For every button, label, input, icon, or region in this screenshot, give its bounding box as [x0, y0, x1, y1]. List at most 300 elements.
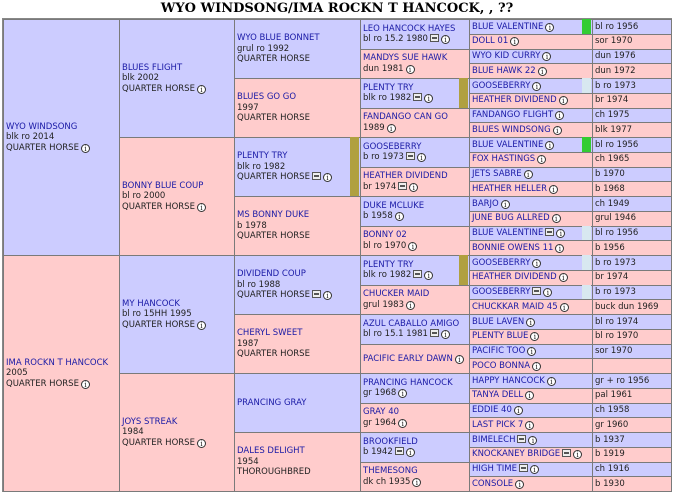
info-icon[interactable]: i — [547, 377, 556, 386]
horse-cell-gen3 — [234, 373, 361, 433]
horse-detail: b 1956 — [595, 242, 625, 253]
photo-icon[interactable] — [312, 172, 321, 180]
pedigree-chart — [2, 18, 672, 492]
horse-cell-gen2 — [119, 373, 235, 492]
horse-name-link[interactable]: WYO BLUE BONNET — [237, 33, 320, 44]
info-icon[interactable]: i — [532, 259, 541, 268]
horse-cell-gen4 — [360, 285, 470, 316]
info-icon[interactable]: i — [552, 214, 561, 223]
horse-cell-gen5 — [469, 476, 593, 492]
horse-name-link[interactable]: HEATHER HELLER i — [472, 184, 590, 195]
horse-name-link[interactable]: PACIFIC EARLY DAWN i — [363, 354, 467, 365]
horse-cell-gen4 — [360, 373, 470, 404]
horse-name-link[interactable]: GOOSEBERRY i — [472, 258, 590, 269]
horse-cell-gen5 — [469, 152, 593, 168]
horse-name-link[interactable]: FANDANGO FLIGHT i — [472, 110, 590, 121]
horse-detail: blk ro 1982 — [237, 161, 286, 172]
horse-detail: br 1974 i — [363, 182, 467, 193]
photo-icon[interactable] — [562, 449, 571, 457]
horse-detail: b 1919 — [595, 449, 625, 460]
horse-cell-gen4 — [360, 344, 470, 375]
horse-breed: QUARTER HORSE — [237, 54, 310, 65]
horse-cell-gen5 — [469, 108, 593, 124]
photo-icon[interactable] — [398, 182, 407, 190]
horse-name-link[interactable]: CHERYL SWEET — [237, 328, 303, 339]
info-icon[interactable]: i — [409, 183, 418, 192]
horse-detail: gr 1964 i — [363, 418, 467, 429]
horse-cell-gen5 — [469, 226, 593, 242]
horse-detail: bl ro 15.2 1980 i — [363, 34, 467, 45]
info-icon[interactable]: i — [424, 94, 433, 103]
horse-detail: gr + ro 1956 — [595, 375, 650, 386]
info-icon[interactable]: i — [323, 291, 332, 300]
horse-detail-cell — [592, 447, 672, 463]
horse-cell-gen1 — [3, 19, 120, 256]
horse-name-link[interactable]: PLENTY TRY — [363, 82, 414, 93]
info-icon[interactable]: i — [501, 200, 510, 209]
photo-icon[interactable] — [545, 228, 554, 236]
info-icon[interactable]: i — [81, 380, 90, 389]
info-icon[interactable]: i — [515, 480, 524, 489]
horse-cell-gen4 — [360, 167, 470, 198]
horse-name-link[interactable]: BLUES WINDSONG i — [472, 125, 590, 136]
horse-name-link[interactable]: BLUE HAWK 22 i — [472, 66, 590, 77]
photo-icon[interactable] — [312, 290, 321, 298]
horse-cell-gen5 — [469, 19, 593, 35]
horse-name-link[interactable]: JOYS STREAK — [122, 416, 178, 427]
horse-detail: b ro 1973 — [595, 80, 636, 91]
horse-name-link[interactable]: DUKE MCLUKE — [363, 200, 425, 211]
horse-detail: 1984 — [122, 427, 144, 438]
photo-icon[interactable] — [413, 270, 422, 278]
horse-detail: 1989 i — [363, 123, 467, 134]
info-icon[interactable]: i — [197, 439, 206, 448]
horse-detail: br 1974 — [595, 272, 629, 283]
horse-cell-gen5 — [469, 344, 593, 360]
horse-detail: 1987 — [237, 338, 259, 349]
info-icon[interactable]: i — [549, 185, 558, 194]
horse-name-link[interactable]: POCO BONNA i — [472, 361, 590, 372]
photo-icon[interactable] — [532, 287, 541, 295]
horse-name-link[interactable]: MY HANCOCK — [122, 298, 180, 309]
info-icon[interactable]: i — [406, 448, 415, 457]
horse-cell-gen5 — [469, 211, 593, 227]
horse-name-link[interactable]: BARJO i — [472, 199, 590, 210]
info-icon[interactable]: i — [398, 389, 407, 398]
horse-cell-gen4 — [360, 226, 470, 257]
horse-name-link[interactable]: HEATHER DIVIDEND i — [472, 272, 590, 283]
photo-icon[interactable] — [395, 447, 404, 455]
info-icon[interactable]: i — [553, 126, 562, 135]
info-icon[interactable]: i — [556, 229, 565, 238]
horse-cell-gen4 — [360, 108, 470, 139]
horse-cell-gen5 — [469, 34, 593, 50]
horse-detail-cell — [592, 167, 672, 183]
horse-name-link[interactable]: JETS SABRE i — [472, 169, 590, 180]
horse-cell-gen4 — [360, 403, 470, 434]
horse-name-link[interactable]: FOX HASTINGS i — [472, 154, 590, 165]
green-marker — [582, 137, 591, 152]
horse-cell-gen5 — [469, 403, 593, 419]
horse-cell-gen5 — [469, 240, 593, 256]
horse-name-link[interactable]: CHUCKKAR MAID 45 i — [472, 302, 590, 313]
horse-cell-gen5 — [469, 167, 593, 183]
horse-cell-gen5 — [469, 388, 593, 404]
info-icon[interactable]: i — [510, 37, 519, 46]
horse-cell-gen3 — [234, 78, 361, 138]
horse-detail: gr 1968 i — [363, 388, 467, 399]
horse-name-link[interactable]: BONNY 02 — [363, 230, 407, 241]
horse-cell-gen5 — [469, 122, 593, 138]
horse-detail: 1997 — [237, 102, 259, 113]
horse-breed: QUARTER HORSE i — [237, 290, 358, 301]
horse-detail-cell — [592, 211, 672, 227]
horse-cell-gen5 — [469, 255, 593, 271]
horse-detail: b 1978 — [237, 220, 267, 231]
horse-name-link[interactable]: BLUE LAVEN i — [472, 317, 590, 328]
horse-detail-cell — [592, 34, 672, 50]
horse-detail: dk ch 1935 i — [363, 477, 467, 488]
horse-detail: sor 1970 — [595, 346, 633, 357]
highlight-marker — [582, 78, 591, 93]
horse-cell-gen3 — [234, 255, 361, 315]
horse-detail-cell — [592, 373, 672, 389]
horse-detail: gr 1960 — [595, 419, 629, 430]
horse-name-link[interactable]: CHUCKER MAID — [363, 289, 430, 300]
horse-cell-gen5 — [469, 447, 593, 463]
info-icon[interactable]: i — [525, 391, 534, 400]
horse-name-link[interactable]: LEO HANCOCK HAYES — [363, 23, 456, 34]
horse-detail: ch 1916 — [595, 464, 630, 475]
horse-detail: grul ro 1992 — [237, 43, 290, 54]
olive-marker — [459, 255, 468, 285]
horse-detail: blk 2002 — [122, 73, 160, 84]
info-icon[interactable]: i — [524, 170, 533, 179]
info-icon[interactable]: i — [537, 155, 546, 164]
horse-detail: bl ro 1956 — [595, 139, 639, 150]
info-icon[interactable]: i — [441, 330, 450, 339]
horse-name-link[interactable]: MANDYS SUE HAWK — [363, 53, 448, 64]
horse-detail-cell — [592, 388, 672, 404]
info-icon[interactable]: i — [412, 478, 421, 487]
horse-name-link[interactable]: HAPPY HANCOCK i — [472, 376, 590, 387]
horse-detail: bl ro 15HH 1995 — [122, 309, 192, 320]
horse-cell-gen5 — [469, 432, 593, 448]
horse-name-link[interactable]: BLUE VALENTINE i — [472, 22, 590, 33]
horse-detail: br 1974 — [595, 95, 629, 106]
horse-name-link[interactable]: BLUES FLIGHT — [122, 62, 183, 73]
info-icon[interactable]: i — [559, 96, 568, 105]
horse-detail: ch 1975 — [595, 110, 630, 121]
horse-name-link[interactable]: LAST PICK 7 i — [472, 420, 590, 431]
horse-name-link[interactable]: THEMESONG — [363, 466, 418, 477]
info-icon[interactable]: i — [197, 203, 206, 212]
info-icon[interactable]: i — [532, 82, 541, 91]
horse-cell-gen5 — [469, 299, 593, 315]
olive-marker — [459, 78, 468, 108]
horse-detail: b 1958 i — [363, 211, 467, 222]
horse-cell-gen5 — [469, 358, 593, 374]
info-icon[interactable]: i — [545, 23, 554, 32]
horse-detail: b 1968 — [595, 183, 625, 194]
photo-icon[interactable] — [517, 435, 526, 443]
horse-name-link[interactable]: HEATHER DIVIDEND — [363, 171, 448, 182]
horse-cell-gen3 — [234, 19, 361, 79]
horse-cell-gen4 — [360, 137, 470, 168]
horse-detail-cell — [592, 403, 672, 419]
horse-detail-cell — [592, 122, 672, 138]
photo-icon[interactable] — [430, 329, 439, 337]
horse-detail: grul 1983 i — [363, 300, 467, 311]
horse-detail: bl ro 1974 — [595, 316, 639, 327]
horse-cell-gen2 — [119, 19, 235, 138]
horse-detail-cell — [592, 137, 672, 153]
horse-cell-gen3 — [234, 196, 361, 256]
horse-breed: QUARTER HORSE i — [122, 438, 232, 449]
horse-detail: blk ro 1982 i — [363, 93, 467, 104]
horse-cell-gen2 — [119, 255, 235, 374]
info-icon[interactable]: i — [573, 450, 582, 459]
horse-breed: QUARTER HORSE i — [122, 320, 232, 331]
horse-name-link[interactable]: PLENTY TRY — [363, 259, 414, 270]
horse-name-link[interactable]: GOOSEBERRY i — [472, 81, 590, 92]
horse-cell-gen5 — [469, 63, 593, 79]
info-icon[interactable]: i — [398, 419, 407, 428]
horse-name-link[interactable]: BLUE VALENTINE i — [472, 140, 590, 151]
horse-detail: b 1942 i — [363, 447, 467, 458]
info-icon[interactable]: i — [197, 321, 206, 330]
info-icon[interactable]: i — [323, 173, 332, 182]
horse-cell-gen5 — [469, 78, 593, 94]
info-icon[interactable]: i — [559, 273, 568, 282]
info-icon[interactable]: i — [417, 153, 426, 162]
horse-detail: b ro 1973 — [595, 287, 636, 298]
horse-name-link[interactable]: BLUE VALENTINE i — [472, 228, 590, 239]
horse-detail: b 1970 — [595, 169, 625, 180]
horse-detail-cell — [592, 108, 672, 124]
horse-name-link[interactable]: JUNE BUG ALLRED i — [472, 213, 590, 224]
info-icon[interactable]: i — [525, 421, 534, 430]
horse-detail: dun 1981 i — [363, 64, 467, 75]
horse-name-link[interactable]: GOOSEBERRY — [363, 141, 422, 152]
horse-cell-gen4 — [360, 462, 470, 493]
photo-icon[interactable] — [413, 93, 422, 101]
horse-name-link[interactable]: TANYA DELL i — [472, 390, 590, 401]
info-icon[interactable]: i — [406, 65, 415, 74]
horse-detail-cell — [592, 476, 672, 492]
horse-detail-cell — [592, 78, 672, 94]
horse-cell-gen4 — [360, 314, 470, 345]
horse-breed: QUARTER HORSE i — [122, 84, 232, 95]
info-icon[interactable]: i — [387, 124, 396, 133]
horse-name-link[interactable]: FANDANGO CAN GO — [363, 112, 448, 123]
info-icon[interactable]: i — [527, 347, 536, 356]
horse-breed: QUARTER HORSE i — [122, 202, 232, 213]
horse-cell-gen4 — [360, 19, 470, 50]
horse-detail-cell — [592, 152, 672, 168]
horse-detail: blk ro 1982 i — [363, 270, 467, 281]
photo-icon[interactable] — [406, 152, 415, 160]
horse-name-link[interactable]: BROOKFIELD — [363, 436, 418, 447]
horse-detail: ch 1958 — [595, 405, 630, 416]
horse-breed: QUARTER HORSE — [237, 231, 310, 242]
horse-detail-cell — [592, 314, 672, 330]
horse-name-link[interactable]: AZUL CABALLO AMIGO — [363, 318, 460, 329]
horse-cell-gen2 — [119, 137, 235, 256]
info-icon[interactable]: i — [555, 244, 564, 253]
horse-detail: sor 1970 — [595, 36, 633, 47]
horse-name-link[interactable]: PLENTY TRY — [237, 151, 288, 162]
horse-cell-gen1 — [3, 255, 120, 492]
horse-name-link[interactable]: DOLL 01 i — [472, 36, 590, 47]
olive-marker — [350, 137, 359, 196]
info-icon[interactable]: i — [542, 52, 551, 61]
horse-cell-gen5 — [469, 181, 593, 197]
horse-name-link[interactable]: MS BONNY DUKE — [237, 210, 310, 221]
info-icon[interactable]: i — [424, 271, 433, 280]
horse-cell-gen3 — [234, 314, 361, 374]
horse-breed: QUARTER HORSE i — [6, 379, 117, 390]
horse-detail: blk ro 2014 — [6, 132, 55, 143]
horse-name-link[interactable]: PRANCING HANCOCK — [363, 377, 453, 388]
horse-detail: b 1937 — [595, 434, 625, 445]
info-icon[interactable]: i — [406, 301, 415, 310]
horse-detail: bl ro 1988 — [237, 279, 281, 290]
horse-detail: 1954 — [237, 456, 259, 467]
info-icon[interactable]: i — [408, 242, 417, 251]
horse-detail: 2005 — [6, 368, 28, 379]
info-icon[interactable]: i — [528, 436, 537, 445]
horse-name-link[interactable]: PACIFIC TOO i — [472, 346, 590, 357]
horse-detail-cell — [592, 285, 672, 301]
horse-name-link[interactable]: PLENTY BLUE i — [472, 331, 590, 342]
horse-detail-cell — [592, 226, 672, 242]
horse-detail: bl ro 1970 i — [363, 241, 467, 252]
horse-detail-cell — [592, 329, 672, 345]
horse-cell-gen5 — [469, 417, 593, 433]
highlight-marker — [582, 226, 591, 241]
horse-detail-cell — [592, 344, 672, 360]
highlight-marker — [582, 285, 591, 300]
horse-breed: QUARTER HORSE i — [237, 172, 358, 183]
horse-cell-gen4 — [360, 196, 470, 227]
horse-name-link[interactable]: DIVIDEND COUP — [237, 269, 306, 280]
info-icon[interactable]: i — [545, 141, 554, 150]
horse-detail-cell — [592, 432, 672, 448]
horse-name-link[interactable]: BIMELECH i — [472, 435, 590, 446]
page-title: WYO WINDSONG/IMA ROCKN T HANCOCK, , ?? — [160, 1, 514, 16]
info-icon[interactable]: i — [441, 35, 450, 44]
horse-cell-gen4 — [360, 255, 470, 286]
horse-cell-gen5 — [469, 285, 593, 301]
horse-breed: THOROUGHBRED — [237, 467, 311, 478]
horse-name-link[interactable]: BONNY BLUE COUP — [122, 180, 204, 191]
horse-cell-gen5 — [469, 49, 593, 65]
info-icon[interactable]: i — [538, 67, 547, 76]
info-icon[interactable]: i — [555, 111, 564, 120]
horse-name-link[interactable]: HEATHER DIVIDEND i — [472, 95, 590, 106]
horse-detail-cell — [592, 417, 672, 433]
info-icon[interactable]: i — [526, 318, 535, 327]
horse-name-link[interactable]: GRAY 40 — [363, 407, 400, 418]
horse-detail-cell — [592, 299, 672, 315]
info-icon[interactable]: i — [530, 465, 539, 474]
horse-cell-gen5 — [469, 329, 593, 345]
horse-detail: ch 1965 — [595, 154, 630, 165]
horse-cell-gen5 — [469, 93, 593, 109]
horse-name-link[interactable]: PRANCING GRAY — [237, 397, 307, 408]
info-icon[interactable]: i — [530, 332, 539, 341]
horse-cell-gen5 — [469, 462, 593, 478]
horse-breed: QUARTER HORSE — [237, 113, 310, 124]
info-icon[interactable]: i — [455, 355, 464, 364]
horse-detail-cell — [592, 63, 672, 79]
horse-cell-gen3 — [234, 432, 361, 492]
horse-detail-cell — [592, 181, 672, 197]
horse-name-link[interactable]: DALES DELIGHT — [237, 446, 305, 457]
horse-detail: ch 1949 — [595, 198, 630, 209]
highlight-marker — [582, 255, 591, 270]
horse-name-link[interactable]: EDDIE 40 i — [472, 405, 590, 416]
horse-breed: QUARTER HORSE i — [6, 143, 117, 154]
info-icon[interactable]: i — [197, 85, 206, 94]
horse-detail: b ro 1973 i — [363, 152, 467, 163]
horse-detail: b 1930 — [595, 478, 625, 489]
horse-cell-gen5 — [469, 270, 593, 286]
horse-detail: bl ro 1956 — [595, 228, 639, 239]
horse-cell-gen4 — [360, 49, 470, 80]
horse-detail-cell — [592, 462, 672, 478]
info-icon[interactable]: i — [532, 362, 541, 371]
photo-icon[interactable] — [430, 34, 439, 42]
info-icon[interactable]: i — [395, 212, 404, 221]
horse-cell-gen5 — [469, 373, 593, 389]
horse-name-link[interactable]: IMA ROCKN T HANCOCK — [6, 357, 109, 368]
horse-detail-cell — [592, 358, 672, 374]
info-icon[interactable]: i — [543, 288, 552, 297]
horse-cell-gen4 — [360, 78, 470, 109]
horse-name-link[interactable]: HIGH TIME i — [472, 464, 590, 475]
horse-name-link[interactable]: GOOSEBERRY i — [472, 287, 590, 298]
horse-detail-cell — [592, 240, 672, 256]
info-icon[interactable]: i — [560, 303, 569, 312]
horse-breed: QUARTER HORSE — [237, 349, 310, 360]
horse-detail: grul 1946 — [595, 213, 636, 224]
photo-icon[interactable] — [519, 464, 528, 472]
horse-detail: bl ro 1956 — [595, 21, 639, 32]
horse-detail-cell — [592, 19, 672, 35]
horse-detail-cell — [592, 270, 672, 286]
horse-cell-gen3 — [234, 137, 361, 197]
horse-detail: dun 1976 — [595, 51, 636, 62]
horse-name-link[interactable]: BLUES GO GO — [237, 92, 297, 103]
horse-detail: pal 1961 — [595, 390, 633, 401]
horse-detail: blk 1977 — [595, 124, 633, 135]
horse-cell-gen5 — [469, 196, 593, 212]
horse-cell-gen5 — [469, 314, 593, 330]
horse-cell-gen4 — [360, 432, 470, 463]
horse-detail-cell — [592, 255, 672, 271]
info-icon[interactable]: i — [81, 144, 90, 153]
info-icon[interactable]: i — [514, 406, 523, 415]
horse-name-link[interactable]: WYO KID CURRY i — [472, 51, 590, 62]
horse-name-link[interactable]: BONNIE OWENS 11 i — [472, 243, 590, 254]
horse-name-link[interactable]: CONSOLE i — [472, 479, 590, 490]
horse-name-link[interactable]: KNOCKANEY BRIDGE i — [472, 449, 590, 460]
horse-name-link[interactable]: WYO WINDSONG — [6, 121, 78, 132]
horse-detail-cell — [592, 93, 672, 109]
horse-detail: b ro 1973 — [595, 257, 636, 268]
